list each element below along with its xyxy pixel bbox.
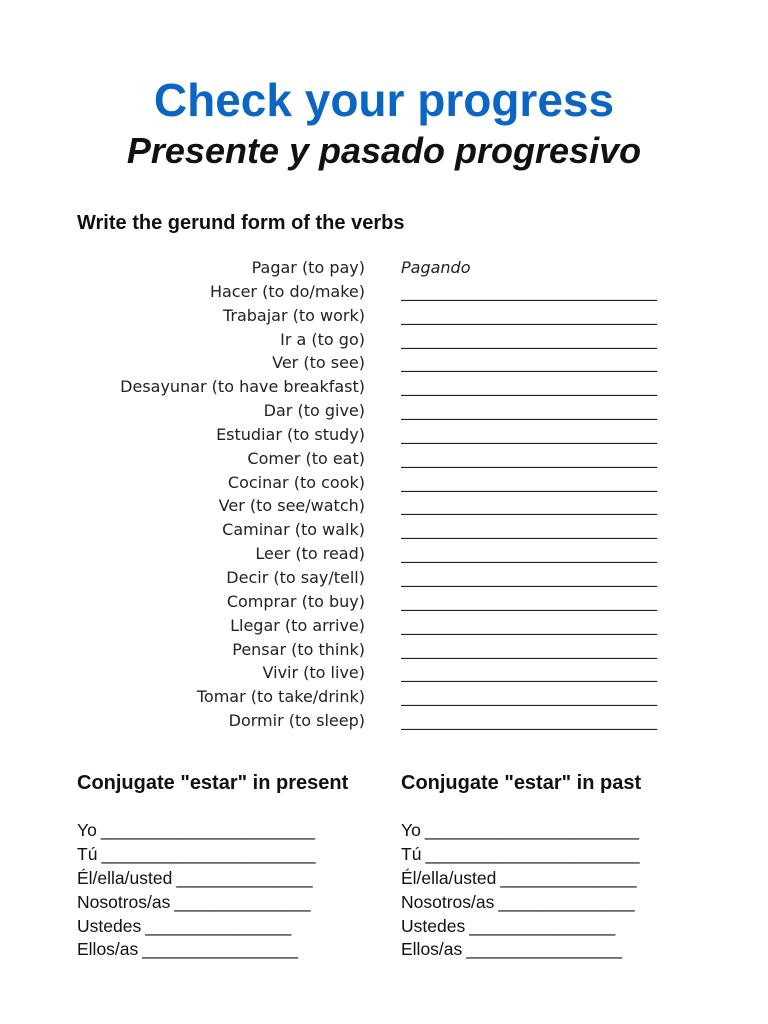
pronoun-label: Nosotros/as — [77, 891, 171, 912]
pronoun-label: Ustedes — [77, 915, 142, 936]
conjugation-row — [77, 820, 417, 844]
gerund-row — [60, 640, 700, 664]
pronoun-label: Tú — [77, 843, 98, 864]
gerund-row — [60, 353, 700, 377]
pronoun-label: Nosotros/as — [401, 891, 495, 912]
verb-label: Dar (to give) — [263, 401, 365, 421]
present-section-heading: Conjugate "estar" in present — [77, 772, 349, 794]
gerund-row — [60, 306, 700, 330]
answer-blank[interactable]: ______________ — [498, 891, 635, 912]
answer-blank[interactable]: ________________________________ — [401, 472, 657, 492]
gerund-row — [60, 449, 700, 473]
answer-blank[interactable]: ______________ — [174, 891, 311, 912]
answer-blank[interactable]: ______________ — [176, 867, 313, 888]
answer-blank[interactable]: ________________________________ — [401, 591, 657, 611]
conjugation-row — [77, 892, 417, 916]
answer-blank[interactable]: ______________ — [500, 867, 637, 888]
verb-label: Decir (to say/tell) — [226, 567, 365, 587]
past-section-heading: Conjugate "estar" in past — [401, 772, 642, 794]
gerund-exercise-list — [60, 258, 700, 735]
answer-blank[interactable]: ________________________________ — [401, 567, 657, 587]
pronoun-label: Él/ella/usted — [401, 867, 497, 888]
gerund-row — [60, 496, 700, 520]
answer-blank[interactable]: ______________________ — [100, 820, 315, 840]
present-conjugation-list — [77, 820, 417, 963]
gerund-row — [60, 473, 700, 497]
verb-label: Llegar (to arrive) — [230, 615, 365, 635]
verb-label: Leer (to read) — [255, 544, 365, 564]
conjugation-row — [401, 820, 741, 844]
verb-label: Comer (to eat) — [247, 448, 365, 468]
verb-label: Ver (to see) — [272, 353, 365, 373]
verb-label: Hacer (to do/make) — [209, 281, 365, 301]
gerund-row — [60, 401, 700, 425]
gerund-row — [60, 330, 700, 354]
gerund-row — [60, 616, 700, 640]
page-subtitle: Presente y pasado progresivo — [126, 130, 642, 171]
pronoun-label: Yo — [401, 820, 421, 840]
answer-blank[interactable]: ________________________________ — [401, 448, 657, 468]
answer-blank[interactable]: ________________________________ — [401, 639, 657, 659]
answer-blank[interactable]: _______________ — [469, 915, 616, 936]
conjugation-row — [77, 868, 417, 892]
gerund-row — [60, 425, 700, 449]
gerund-row — [60, 663, 700, 687]
answer-blank[interactable]: ________________________________ — [401, 544, 657, 564]
gerund-row — [60, 711, 700, 735]
past-conjugation-list — [401, 820, 741, 963]
pronoun-label: Él/ella/usted — [77, 867, 173, 888]
answer-blank[interactable]: _______________ — [145, 915, 292, 936]
answer-blank[interactable]: ________________________________ — [401, 520, 657, 540]
gerund-row — [60, 568, 700, 592]
answer-blank[interactable]: ________________________________ — [401, 496, 657, 516]
pronoun-label: Yo — [77, 820, 97, 840]
conjugation-row — [401, 844, 741, 868]
pronoun-label: Ellos/as — [401, 939, 463, 960]
verb-label: Vivir (to live) — [262, 663, 365, 683]
example-answer: Pagando — [401, 258, 471, 277]
answer-blank[interactable]: ________________________________ — [401, 281, 657, 301]
answer-blank[interactable]: ________________________________ — [401, 615, 657, 635]
answer-blank[interactable]: ________________ — [466, 939, 623, 960]
pronoun-label: Ustedes — [401, 915, 466, 936]
gerund-row — [60, 520, 700, 544]
answer-blank[interactable]: ______________________ — [424, 820, 639, 840]
gerund-row — [60, 282, 700, 306]
answer-blank[interactable]: ________________________________ — [401, 663, 657, 683]
gerund-row — [60, 592, 700, 616]
answer-blank[interactable]: ________________________________ — [401, 424, 657, 444]
conjugation-row — [401, 916, 741, 940]
answer-blank[interactable]: ________________________________ — [401, 401, 657, 421]
answer-blank[interactable]: ________________________________ — [401, 687, 657, 707]
gerund-section-heading: Write the gerund form of the verbs — [77, 212, 405, 234]
verb-label: Cocinar (to cook) — [227, 472, 365, 492]
answer-blank[interactable]: ________________ — [142, 939, 299, 960]
verb-label: Caminar (to walk) — [222, 520, 365, 540]
answer-blank[interactable]: ________________________________ — [401, 711, 657, 731]
answer-blank[interactable]: ________________________________ — [401, 377, 657, 397]
pronoun-label: Ellos/as — [77, 939, 139, 960]
verb-label: Estudiar (to study) — [216, 424, 365, 444]
pronoun-label: Tú — [401, 843, 422, 864]
conjugation-row — [77, 844, 417, 868]
conjugation-row — [77, 916, 417, 940]
verb-label: Dormir (to sleep) — [228, 711, 365, 731]
verb-label: Ver (to see/watch) — [218, 496, 365, 516]
conjugation-row — [401, 939, 741, 963]
conjugation-row — [77, 939, 417, 963]
verb-label: Comprar (to buy) — [226, 591, 365, 611]
answer-blank[interactable]: ________________________________ — [401, 329, 657, 349]
verb-label: Trabajar (to work) — [222, 305, 365, 325]
verb-label: Desayunar (to have breakfast) — [120, 377, 365, 397]
answer-blank[interactable]: ______________________ — [101, 843, 316, 864]
answer-blank[interactable]: ______________________ — [425, 843, 640, 864]
gerund-row — [60, 687, 700, 711]
gerund-row — [60, 258, 700, 282]
verb-label: Ir a (to go) — [280, 329, 365, 349]
page-title: Check your progress — [153, 74, 615, 126]
verb-label: Tomar (to take/drink) — [196, 687, 365, 707]
gerund-row — [60, 377, 700, 401]
answer-blank[interactable]: ________________________________ — [401, 305, 657, 325]
conjugation-row — [401, 892, 741, 916]
verb-label: Pensar (to think) — [232, 639, 365, 659]
answer-blank[interactable]: ________________________________ — [401, 353, 657, 373]
conjugation-row — [401, 868, 741, 892]
gerund-row — [60, 544, 700, 568]
verb-label: Pagar (to pay) — [251, 258, 365, 277]
